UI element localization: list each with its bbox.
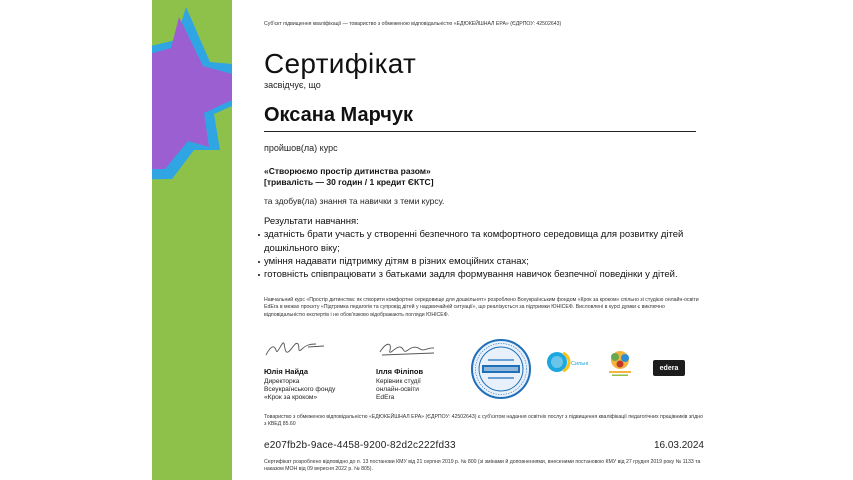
bullet-icon xyxy=(258,274,260,276)
signer-name: Юлія Найда xyxy=(264,367,308,376)
signer-role: Директорка Всеукраїнського фонду «Крок за кроком» xyxy=(264,378,336,402)
edera-logo: edera xyxy=(653,360,685,376)
course-duration: [тривалість — 30 годин / 1 кредит ЄКТС] xyxy=(264,177,434,187)
confirms-text: засвідчує, що xyxy=(264,80,321,90)
signer-name: Ілля Філіпов xyxy=(376,367,424,376)
signature-scribble xyxy=(264,338,328,360)
course-about: Навчальний курс «Простір дитинства: як створити комфортне середовище для дошкільнят» розроблено Всеукраїнським фондом «Крок за кроком» спільно зі студією онлайн-освіти EdEra в межах проєкту «Підтримка педагогів та супровід дітей у надзвичайній ситуації», що реалізується за підтримки ЮНІСЕФ. Висловлені в курсі думки є виключно відповідальністю експертів і не обов'язково відображають погляди ЮНІСЕФ. xyxy=(264,297,699,318)
bullet-icon xyxy=(258,261,260,263)
svg-text:Сильні: Сильні xyxy=(571,361,589,367)
certificate-body xyxy=(264,0,704,480)
decorative-band xyxy=(152,0,232,480)
result-item: здатність брати участь у створенні безпечного та комфортного середовища для розвитку дітей дошкільного віку; xyxy=(264,228,704,255)
certificate-id: e207fb2b-9ace-4458-9200-82d2c222fd33 xyxy=(264,440,456,451)
footer-note: Сертифікат розроблено відповідно до п. 13 постанови КМУ від 21 серпня 2019 р. № 800 (зі змінами й доповненнями, внесеними постановою КМУ від 27 грудня 2019 року № 1133 та наказом МОН від 09 вересня 2022 р. № 805). xyxy=(264,459,701,473)
legal-note: Товариство з обмеженою відповідальністю «ЕДЮКЕЙШНАЛ ЕРА» (ЄДРПОУ: 42502643) є суб'єктом надання освітніх послуг з підвищення кваліфікації педагогічних працівників згідно з КВЕД 85.60 xyxy=(264,414,704,428)
signature-filipov xyxy=(376,338,440,403)
results-heading: Результати навчання: xyxy=(264,216,359,227)
star-decoration xyxy=(152,0,232,480)
issue-date: 16.03.2024 xyxy=(653,440,704,451)
learning-results xyxy=(264,215,704,281)
result-item: уміння надавати підтримку дітям в різних емоційних станах; xyxy=(264,255,704,268)
signature-scribble xyxy=(376,338,440,360)
provider-header: Суб'єкт підвищення кваліфікації — товариство з обмеженою відповідальністю «ЕДЮКЕЙШНАЛ ЕРА» (ЄДРПОУ: 42502643) xyxy=(264,21,562,27)
official-stamp xyxy=(470,338,532,400)
course-block xyxy=(264,166,434,188)
passed-text: пройшов(ла) курс xyxy=(264,143,338,153)
course-name: «Створюємо простір дитинства разом» xyxy=(264,166,431,176)
ministry-logo xyxy=(603,348,637,378)
recipient-name: Оксана Марчук xyxy=(264,104,414,126)
signer-role: Керівник студії онлайн-освіти EdEra xyxy=(376,378,421,402)
unicef-logo xyxy=(546,350,596,374)
gained-text: та здобув(ла) знання та навички з теми курсу. xyxy=(264,196,445,206)
result-item: готовність співпрацювати з батьками задля формування навичок безпечної поведінки у дітей. xyxy=(264,268,704,281)
bullet-icon xyxy=(258,234,260,236)
signature-naida xyxy=(264,338,335,403)
name-underline xyxy=(264,131,696,132)
certificate-title: Сертифікат xyxy=(264,48,417,79)
